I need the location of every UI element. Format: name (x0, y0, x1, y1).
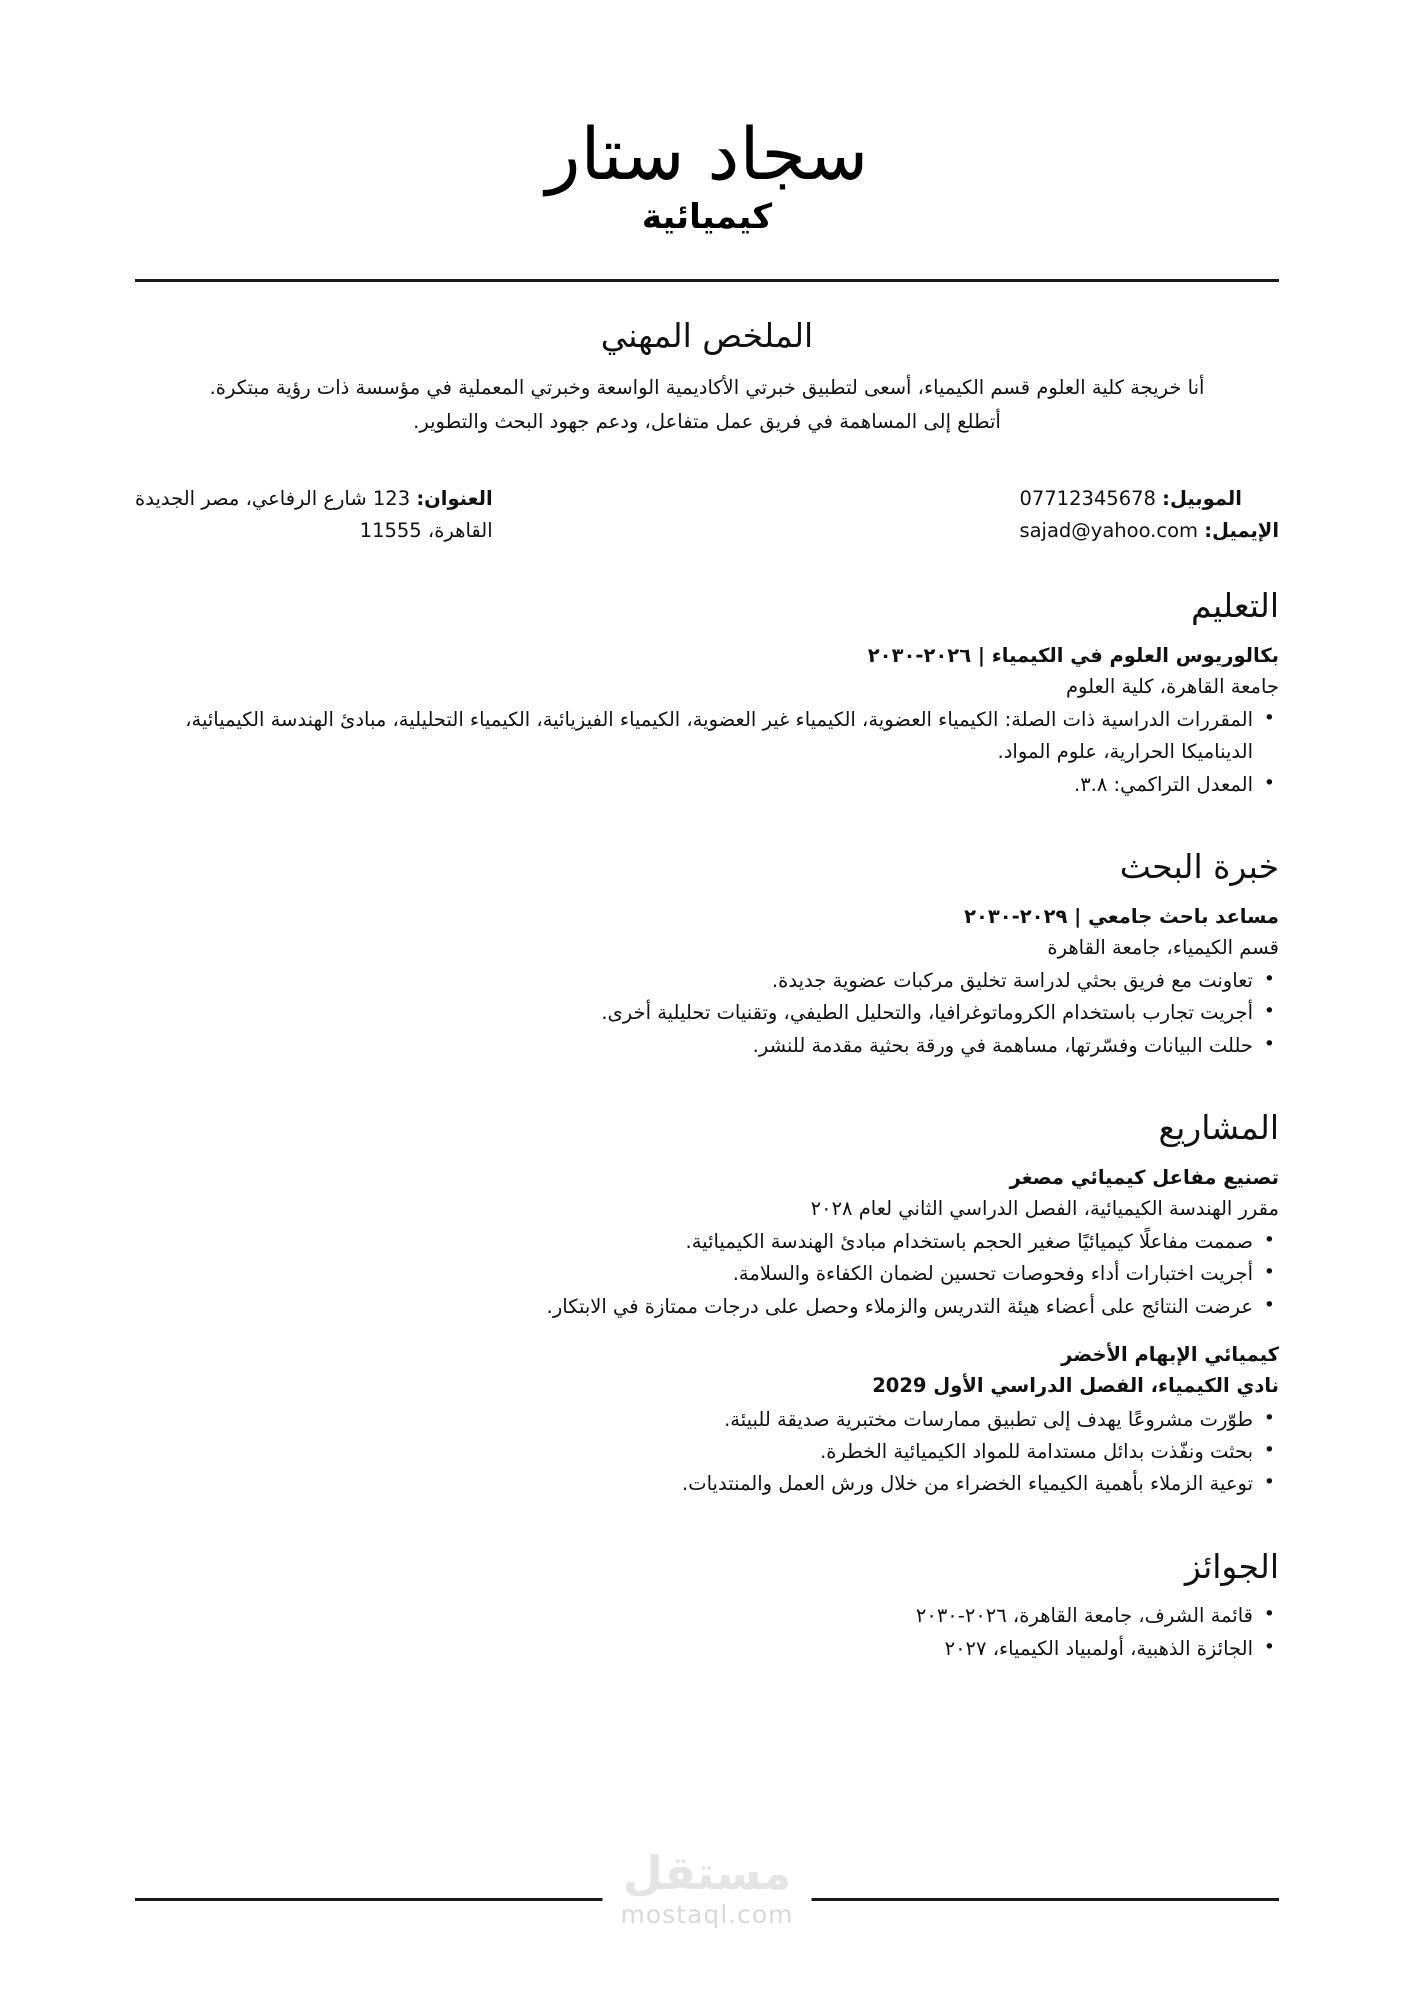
list-item: • تعاونت مع فريق بحثي لدراسة تخليق مركبات عضوية جديدة. (135, 965, 1279, 997)
awards-heading: الجوائز (1184, 1546, 1279, 1586)
list-item: • صممت مفاعلًا كيميائيًا صغير الحجم باستخدام مبادئ الهندسة الكيميائية. (135, 1226, 1279, 1258)
address-line-2: القاهرة، 11555 (359, 519, 493, 543)
education-entry-title: بكالوريوس العلوم في الكيمياء | ٢٠٢٦-٢٠٣٠ (867, 643, 1279, 667)
education-bullet-list (135, 704, 1279, 801)
research-entry (135, 901, 1279, 1062)
contact-info (135, 483, 1279, 549)
candidate-job-title: كيميائية (641, 197, 773, 238)
list-item: • قائمة الشرف، جامعة القاهرة، ٢٠٢٦-٢٠٣٠ (135, 1600, 1279, 1632)
list-item: • أجريت اختبارات أداء وفحوصات تحسين لضمان الكفاءة والسلامة. (135, 1258, 1279, 1290)
education-heading: التعليم (1191, 586, 1279, 625)
research-heading: خبرة البحث (1119, 847, 1279, 887)
email-label: الإيميل: (1204, 519, 1279, 543)
address-label: العنوان: (416, 486, 493, 510)
projects-section (135, 1108, 1279, 1509)
project-entry-title: تصنيع مفاعل كيميائي مصغر (1009, 1165, 1279, 1189)
project-bullet-list (135, 1404, 1279, 1501)
list-item: • بحثت ونفّذت بدائل مستدامة للمواد الكيميائية الخطرة. (135, 1436, 1279, 1468)
project-entry-context: مقرر الهندسة الكيميائية، الفصل الدراسي الثاني لعام ٢٠٢٨ (810, 1196, 1279, 1220)
contact-column-right (135, 483, 493, 549)
address-line-1 (135, 483, 493, 516)
list-item: • أجريت تجارب باستخدام الكروماتوغرافيا، والتحليل الطيفي، وتقنيات تحليلية أخرى. (135, 997, 1279, 1029)
summary-paragraph: أنا خريجة كلية العلوم قسم الكيمياء، أسعى لتطبيق خبرتي الأكاديمية الواسعة وخبرتي المعملية في مؤسسة ذات رؤية مبتكرة. أتطلع إلى المساهمة في فريق عمل متفاعل، ودعم جهود البحث والتطوير. (209, 376, 1205, 433)
research-bullet-list (135, 965, 1279, 1062)
research-experience-section (135, 847, 1279, 1070)
watermark-domain: mostaql.com (620, 1900, 794, 1929)
awards-section (135, 1547, 1279, 1665)
list-item: • طوّرت مشروعًا يهدف إلى تطبيق ممارسات مختبرية صديقة للبيئة. (135, 1404, 1279, 1436)
education-entry (135, 640, 1279, 801)
header-divider (135, 279, 1279, 282)
mobile-line (1019, 483, 1279, 516)
project-entry (135, 1339, 1279, 1500)
research-entry-department: قسم الكيمياء، جامعة القاهرة (1047, 935, 1279, 959)
email-line (1019, 515, 1279, 548)
projects-heading: المشاريع (1158, 1108, 1279, 1148)
project-entry-title: كيميائي الإبهام الأخضر (1061, 1343, 1279, 1367)
layout-spacer (135, 1665, 1279, 1850)
project-entry-context: نادي الكيمياء، الفصل الدراسي الأول 2029 (872, 1374, 1279, 1398)
education-section (135, 586, 1279, 809)
list-item: • حللت البيانات وفسّرتها، مساهمة في ورقة بحثية مقدمة للنشر. (135, 1030, 1279, 1062)
watermark-arabic-logo: مستقل (622, 1846, 792, 1900)
education-entry-institution: جامعة القاهرة، كلية العلوم (1065, 674, 1279, 698)
research-entry-title: مساعد باحث جامعي | ٢٠٢٩-٢٠٣٠ (964, 904, 1279, 928)
summary-section (135, 316, 1279, 438)
project-bullet-list (135, 1226, 1279, 1323)
address-value: 123 شارع الرفاعي، مصر الجديدة (135, 486, 411, 510)
page-footer (135, 1846, 1279, 2000)
list-item: • المعدل التراكمي: ٣.٨. (135, 769, 1279, 801)
awards-bullet-list (135, 1600, 1279, 1665)
list-item: • المقررات الدراسية ذات الصلة: الكيمياء العضوية، الكيمياء غير العضوية، الكيمياء الفيزيائية، الكيمياء التحليلية، مبادئ الهندسة الكيميائية، الديناميكا الحرارية، علوم المواد. (135, 704, 1279, 769)
candidate-name: سجاد ستار (545, 112, 869, 196)
summary-heading: الملخص المهني (600, 316, 814, 356)
list-item: • الجائزة الذهبية، أولمبياد الكيمياء، ٢٠٢٧ (135, 1633, 1279, 1665)
list-item: • توعية الزملاء بأهمية الكيمياء الخضراء من خلال ورش العمل والمنتديات. (135, 1468, 1279, 1500)
project-entry (135, 1162, 1279, 1323)
list-item: • عرضت النتائج على أعضاء هيئة التدريس والزملاء وحصل على درجات ممتازة في الابتكار. (135, 1291, 1279, 1323)
resume-header (135, 0, 1279, 237)
contact-column-left (1019, 483, 1279, 549)
mostaql-watermark (603, 1846, 812, 1930)
mobile-label: الموبيل: (1162, 486, 1242, 510)
mobile-value[interactable]: 07712345678 (1019, 486, 1156, 510)
email-value[interactable]: sajad@yahoo.com (1019, 519, 1199, 543)
